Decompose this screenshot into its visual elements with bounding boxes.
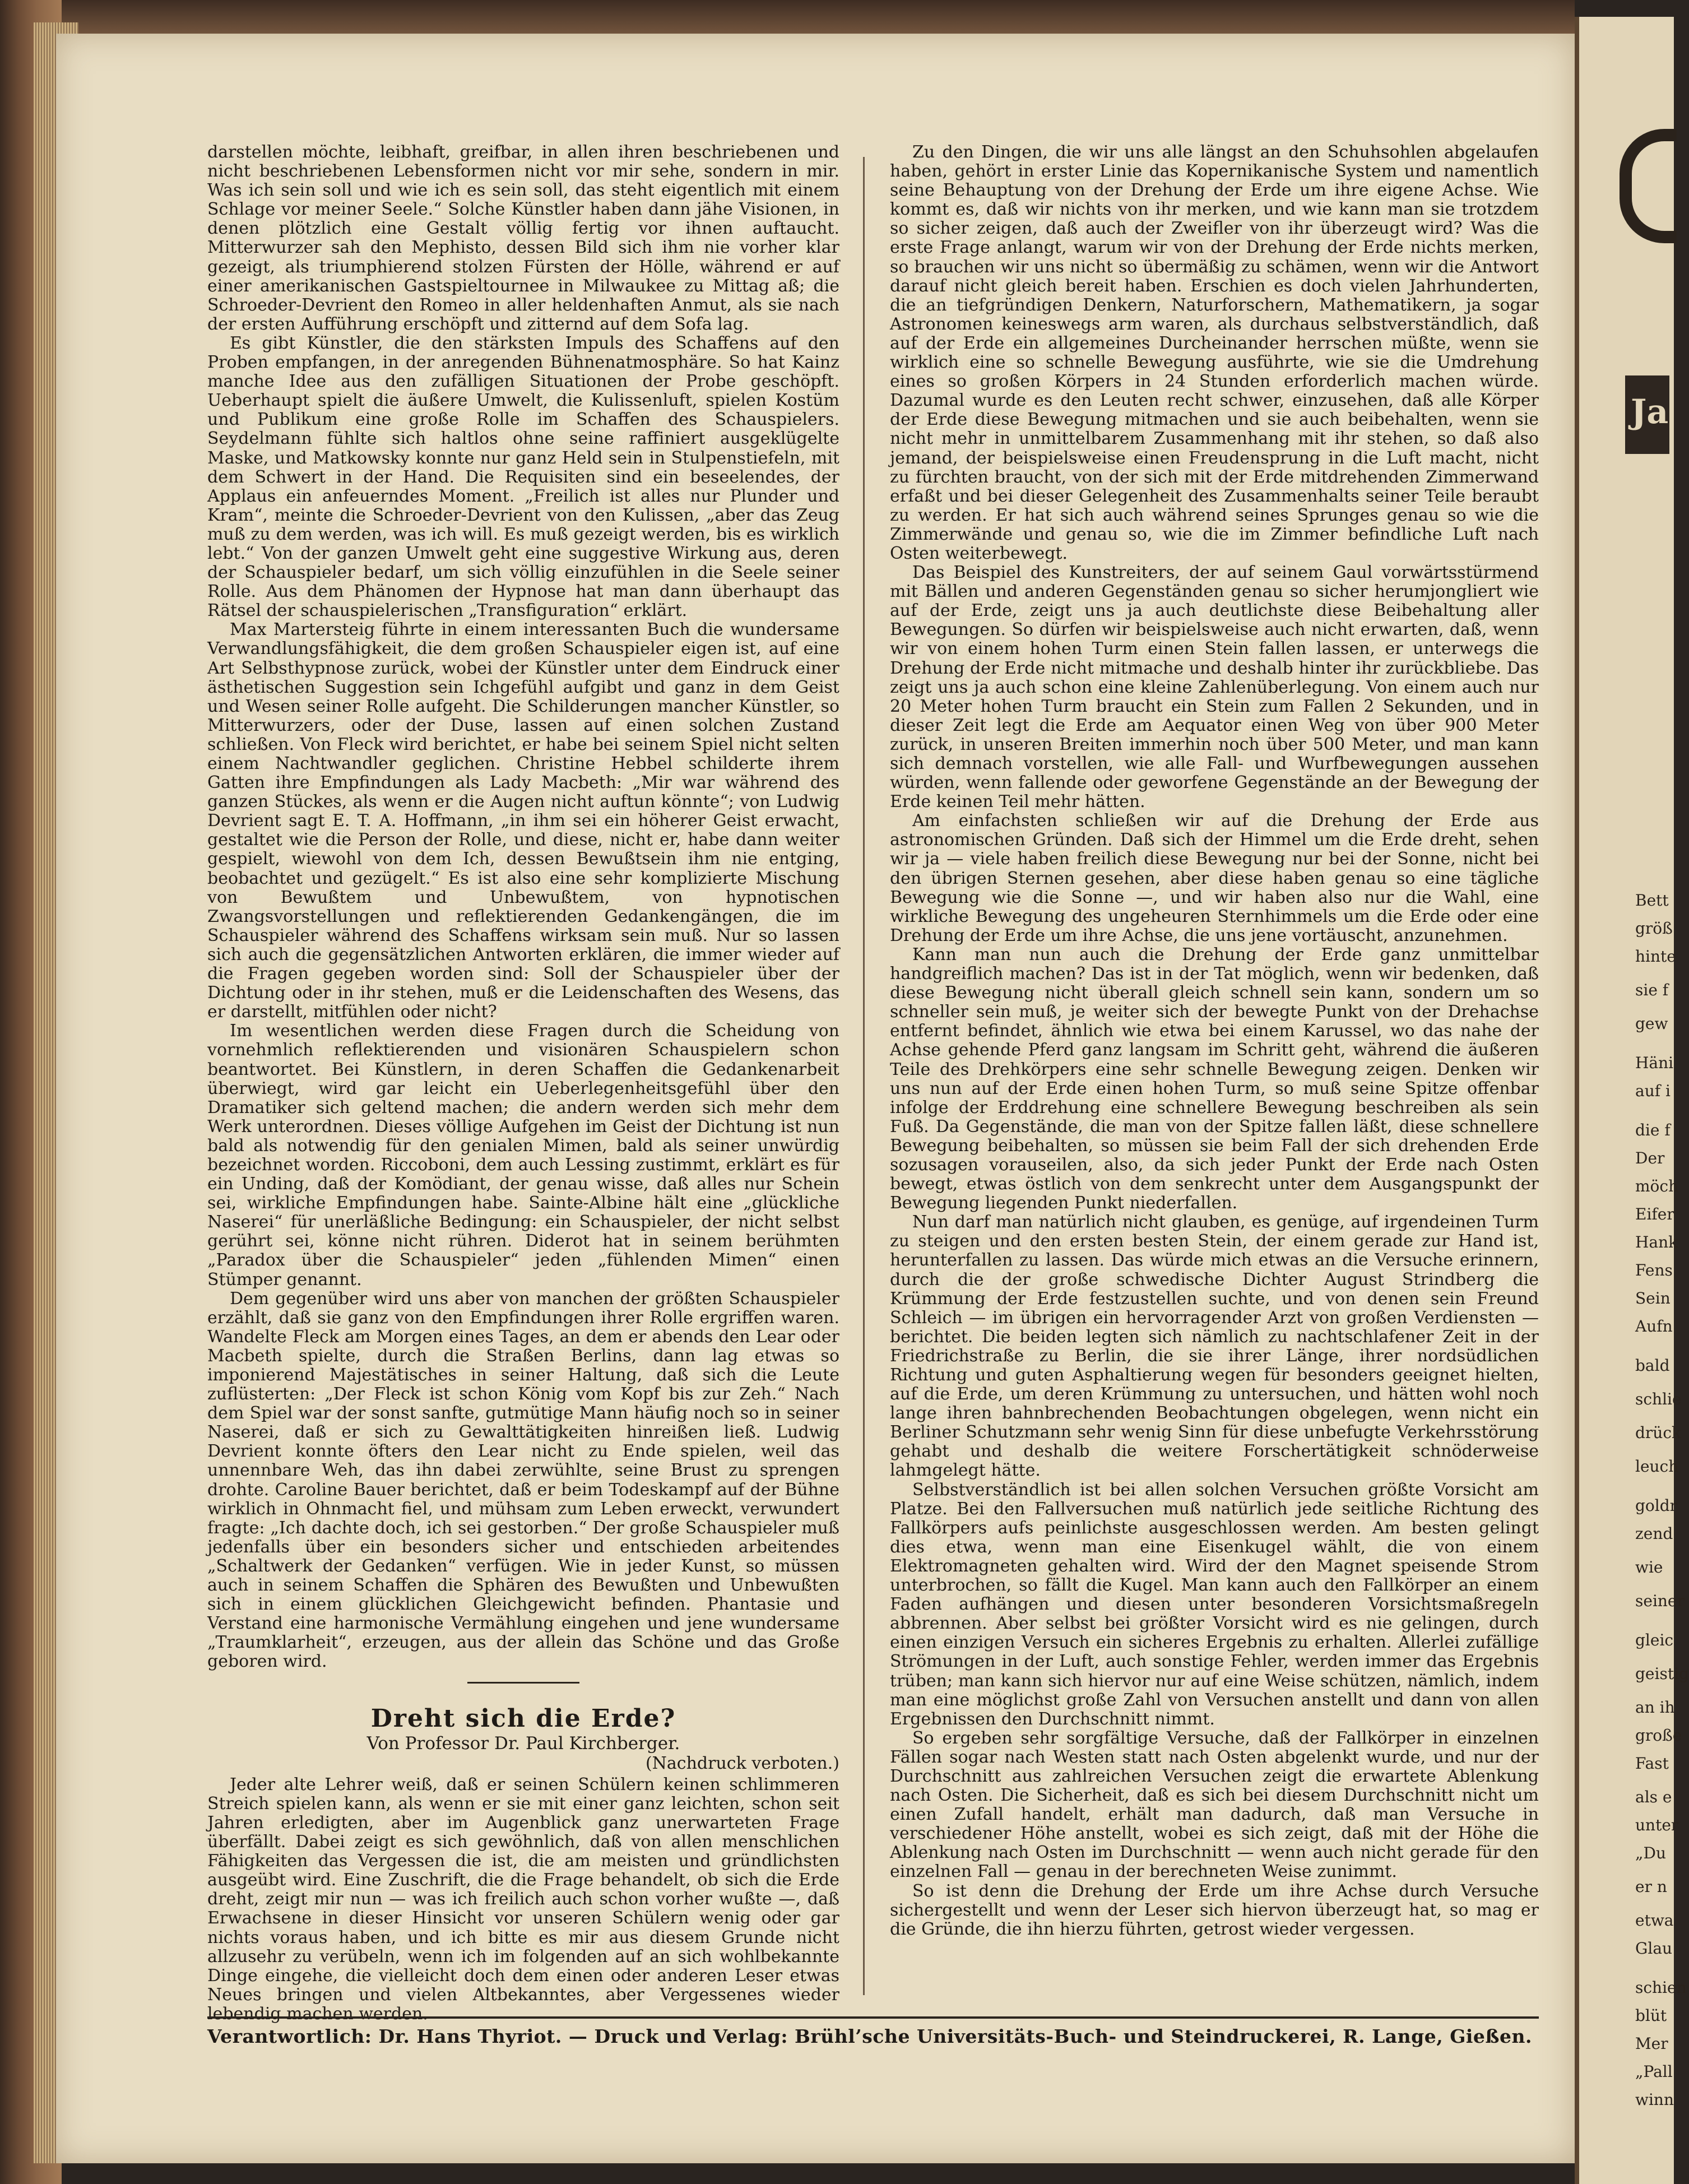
adjacent-page-fragment: auf i xyxy=(1635,1082,1671,1100)
adjacent-page-fragment: „Du xyxy=(1635,1844,1666,1862)
adjacent-page-fragment: als e xyxy=(1635,1788,1672,1806)
adjacent-page-fragment: etwa xyxy=(1635,1911,1674,1930)
article-title: Dreht sich die Erde? xyxy=(370,1704,676,1733)
paragraph: Selbstverständlich ist bei allen solchen Versuchen größte Vorsicht am Platze. Bei den Fallversuchen muß natürlich jede seitliche Richtung des Fallkörpers aufs peinlichste ausgeschlossen werden. Am besten gelingt dies etwa, wenn man eine Eisenkugel wählt, die von einem Elektromagneten gehalten wird. Wird der den Magnet speisende Strom unterbrochen, so fällt die Kugel. Man kann auch den Fallkörper an einem Faden aufhängen und diesen unter besonderen Vorsichtsmaßregeln abbrennen. Aber selbst bei größter Vorsicht wird es nie gelingen, durch einen einzigen Versuch ein sicheres Ergebnis zu erhalten. Allerlei zufällige Strömungen in der Luft, auch sonstige Fehler, werden immer das Ergebnis trüben; man kann sich hiervor nur auf eine Weise schützen, nämlich, indem man eine möglichst große Zahl von Versuchen anstellt und dann von allen Ergebnissen den Durchschnitt nimmt. xyxy=(890,1480,1539,1729)
adjacent-page-fragment: Sein xyxy=(1635,1289,1671,1307)
adjacent-page-fragment: Der xyxy=(1635,1149,1665,1167)
adjacent-page-fragment: Eifer xyxy=(1635,1205,1674,1223)
adjacent-page-fragment: an ih xyxy=(1635,1698,1675,1717)
paragraph: Nun darf man natürlich nicht glauben, es genüge, auf irgendeinen Turm zu steigen und den ersten besten Stein, der einem gerade zur Hand ist, herunterfallen zu lassen. Das würde mich etwas an die Versuche erinnern, durch die der große schwedische Dichter August Strindberg die Krümmung der Erde festzustellen suchte, und von denen sein Freund Schleich — im übrigen ein hervorragender Arzt von großen Verdiensten — berichtet. Die beiden legten sich nämlich zu nachtschlafener Zeit in der Friedrichstraße zu Berlin, die sie ihrer Länge, ihrer nordsüdlichen Richtung und guten Asphaltierung wegen für besonders geeignet hielten, auf die Erde, um deren Krümmung zu untersuchen, und hätten wohl noch lange ihren bahnbrechenden Beobachtungen obgelegen, wenn nicht ein Berliner Schutzmann sehr wenig Sinn für diese unbefugte Verkehrsstörung gehabt und deshalb die weitere Forschertätigkeit schnöderweise lahmgelegt hätte. xyxy=(890,1212,1539,1481)
paragraph: So ist denn die Drehung der Erde um ihre Achse durch Versuche sichergestellt und wenn der Leser sich hiervon überzeugt hat, so mag er die Gründe, die ihn hierzu führten, getrost wieder vergessen. xyxy=(890,1881,1539,1939)
adjacent-page-fragment: Häni xyxy=(1635,1054,1674,1072)
imprint-footer: Verantwortlich: Dr. Hans Thyriot. — Druck und Verlag: Brühl’sche Universitäts-Buch- und Steindruckerei, R. Lange, Gießen. xyxy=(207,2016,1539,2047)
adjacent-page-fragment: blüt xyxy=(1635,2006,1667,2025)
adjacent-page-fragment: Aufn xyxy=(1635,1317,1673,1336)
paragraph: Es gibt Künstler, die den stärksten Impuls des Schaffens auf den Proben empfangen, in der anregenden Bühnenatmosphäre. So hat Kainz manche Idee aus den zufälligen Situationen der Probe geschöpft. Ueberhaupt spielt die äußere Umwelt, die Kulissenluft, spielen Kostüm und Publikum eine große Rolle im Schaffen des Schauspielers. Seydelmann fühlte sich haltlos ohne seine raffiniert ausgeklügelte Maske, und Matkowsky konnte nur ganz Held sein in Stulpenstiefeln, mit dem Schwert in der Hand. Die Requisiten sind ein beseelendes, der Applaus ein anfeuerndes Moment. „Freilich ist alles nur Plunder und Kram“, meinte die Schroeder-Devrient von den Kulissen, „aber das Zeug muß zu dem werden, was ich will. Es muß gezeigt werden, bis es wirklich lebt.“ Von der ganzen Umwelt geht eine suggestive Wirkung aus, deren der Schauspieler bedarf, um sich völlig einzufühlen in die Seele seiner Rolle. Aus dem Phänomen der Hypnose hat man dann überhaupt das Rätsel der schauspielerischen „Transfiguration“ erklärt. xyxy=(207,333,839,621)
paragraph: Das Beispiel des Kunstreiters, der auf seinem Gaul vorwärtsstürmend mit Bällen und anderen Gegenständen genau so sicher herumjongliert wie auf der Erde, zeigt uns ja auch deutlichste diese Beibehaltung aller Bewegungen. So dürfen wir beispielsweise auch nicht erwarten, daß, wenn wir von einem hohen Turm einen Stein fallen lassen, er unterwegs die Drehung der Erde nicht mitmache und deshalb hinter ihr zurückbliebe. Das zeigt uns ja auch schon eine kleine Zahlenüberlegung. Von einem auch nur 20 Meter hohen Turm braucht ein Stein zum Fallen 2 Sekunden, und in dieser Zeit legt die Erde am Aequator einen Weg von über 900 Meter zurück, in unseren Breiten immerhin noch über 500 Meter, und man kann sich demnach vorstellen, wie alle Fall- und Wurfbewegungen aussehen würden, wenn fallende oder geworfene Gegenstände an der Bewegung der Erde keinen Teil mehr hätten. xyxy=(890,563,1539,812)
adjacent-page-fragment: leuch xyxy=(1635,1457,1679,1476)
adjacent-page-fragment: unter xyxy=(1635,1816,1679,1834)
paragraph: Im wesentlichen werden diese Fragen durch die Scheidung von vornehmlich reflektierenden und visionären Schauspielern schon beantwortet. Bei Künstlern, in deren Schaffen die Gedankenarbeit überwiegt, wird gar leicht ein Ueberlegenheitsgefühl über den Dramatiker sich geltend machen; die andern werden sich mehr dem Werk unterordnen. Dieses völlige Aufgehen im Geist der Dichtung ist nun bald als notwendig für den genialen Mimen, bald als seiner unwürdig bezeichnet worden. Riccoboni, dem auch Lessing zustimmt, erklärt es für ein Unding, daß der Komödiant, der genau wisse, daß alles nur Schein sei, wirkliche Empfindungen habe. Sainte-Albine hält eine „glückliche Naserei“ für unerläßliche Bedingung: ein Schauspieler, der nicht selbst gerührt sei, könne nicht rühren. Diderot hat in seinem berühmten „Paradox über die Schauspieler“ jeden „fühlenden Mimen“ einen Stümper genannt. xyxy=(207,1021,839,1290)
column-rule xyxy=(863,157,865,1995)
adjacent-page-fragment: goldr xyxy=(1635,1496,1678,1515)
adjacent-page-fragment: Mer xyxy=(1635,2034,1668,2053)
adjacent-page-fragment: die f xyxy=(1635,1121,1671,1139)
adjacent-page-fragment: schien xyxy=(1635,1978,1687,1997)
adjacent-page-fragment: er n xyxy=(1635,1877,1667,1896)
article-author: Von Professor Dr. Paul Kirchberger. xyxy=(366,1733,680,1754)
section-divider xyxy=(467,1682,579,1684)
right-column xyxy=(890,143,1539,1939)
paragraph: darstellen möchte, leibhaft, greifbar, in allen ihren beschriebenen und nicht beschriebenen Lebensformen nicht vor mir sehe, sondern in mir. Was ich sein soll und wie ich es sein soll, das steht eigentlich mit einem Schlage vor meiner Seele.“ Solche Künstler haben dann jähe Visionen, in denen plötzlich eine Gestalt völlig fertig vor ihnen auftaucht. Mitterwurzer sah den Mephisto, dessen Bild sich ihm nie vorher klar gezeigt, als triumphierend stolzen Fürsten der Hölle, während er auf einer amerikanischen Gastspieltournee in Milwaukee zu Mittag aß; die Schroeder-Devrient den Romeo in aller heldenhaften Anmut, als sie nach der ersten Aufführung erschöpft und zitternd auf dem Sofa lag. xyxy=(207,142,839,334)
adjacent-page-fragment: sie f xyxy=(1635,981,1669,999)
adjacent-page-fragment: drück xyxy=(1635,1423,1681,1442)
reprint-note: (Nachdruck verboten.) xyxy=(645,1753,839,1773)
adjacent-page-fragment: zend xyxy=(1635,1524,1673,1543)
adjacent-page-fragment: größ xyxy=(1635,919,1673,938)
adjacent-page-fragment: schlie xyxy=(1635,1390,1682,1408)
adjacent-page-fragment: wie xyxy=(1635,1558,1663,1576)
adjacent-page-fragment: gew xyxy=(1635,1014,1668,1033)
adjacent-page-fragment: Fast xyxy=(1635,1754,1669,1773)
paragraph: Max Martersteig führte in einem interessanten Buch die wundersame Verwandlungsfähigkeit, die dem großen Schauspieler eigen ist, auf eine Art Selbsthypnose zurück, wobei der Künstler unter dem Eindruck einer ästhetischen Suggestion sein Ichgefühl aufgibt und ganz in dem Geist und Wesen seiner Rolle aufgeht. Die Schilderungen mancher Künstler, so Mitterwurzers, oder der Duse, lassen auf einen solchen Zustand schließen. Von Fleck wird berichtet, er habe bei seinem Spiel nicht selten einem Nachtwandler geglichen. Christine Hebbel schilderte ihrem Gatten ihre Empfindungen als Lady Macbeth: „Mir war während des ganzen Stückes, als wenn er die Augen nicht auftun könnte“; von Ludwig Devrient sagt E. T. A. Hoffmann, „in ihm sei ein höherer Geist erwacht, gestaltet wie die Person der Rolle, und diese, nicht er, habe dann weiter gespielt, wiewohl von dem Ich, dessen Bewußtsein ihm nie entging, beobachtet und gezügelt.“ Es ist also eine sehr komplizierte Mischung von Bewußtem und Unbewußtem, von hypnotischen Zwangsvorstellungen und reflektierenden Gedankengängen, die im Schauspieler während des Schaffens wirksam sein muß. Nur so lassen sich auch die gegensätzlichen Antworten erklären, die immer wieder auf die Fragen gegeben worden sind: Soll der Schauspieler über der Dichtung oder in ihr stehen, muß er die Leidenschaften des Wesens, das er darstellt, mitfühlen oder nicht? xyxy=(207,620,839,1022)
paragraph: Zu den Dingen, die wir uns alle längst an den Schuhsohlen abgelaufen haben, gehört in erster Linie das Kopernikanische System und namentlich seine Behauptung von der Drehung der Erde um ihre eigene Achse. Wie kommt es, daß wir nichts von ihr merken, und wie kann man sie trotzdem so sicher zeigen, daß auch der Zweifler von ihr überzeugt wird? Was die erste Frage anlangt, warum wir von der Drehung der Erde nichts merken, so brauchen wir uns nicht so übermäßig zu schämen, wenn wir die Antwort darauf nicht gleich bereit haben. Erschien es doch vielen Jahrhunderten, die an tiefgründigen Denkern, Naturforschern, Mathematikern, ja sogar Astronomen keineswegs arm waren, als durchaus selbstverständlich, daß auf der Erde ein allgemeines Durcheinander herrschen müßte, wenn sie wirklich eine so schnelle Bewegung ausführte, wie sie die Umdrehung eines so großen Körpers in 24 Stunden erforderlich machen würde. Dazumal wurde es den Leuten recht schwer, einzusehen, daß alle Körper der Erde diese Bewegung mitmachen und sie auch beibehalten, wenn sie nicht mehr in unmittelbarem Zusammenhang mit ihr stehen, so daß also jemand, der beispielsweise einen Freudensprung in die Luft macht, nicht zu fürchten braucht, von der sich mit der Erde mitdrehenden Zimmerwand erfaßt und bei dieser Gelegenheit des Zusammenhalts seiner Teile beraubt zu werden. Er hat sich auch während seines Sprunges genau so wie die Zimmerwände und genau so, wie die im Zimmer befindliche Luft nach Osten weiterbewegt. xyxy=(890,142,1539,563)
left-column xyxy=(207,143,839,2024)
adjacent-page-fragment: Hank xyxy=(1635,1233,1678,1251)
paragraph: Am einfachsten schließen wir auf die Drehung der Erde aus astronomischen Gründen. Daß sich der Himmel um die Erde dreht, sehen wir ja — viele haben freilich diese Bewegung nur bei der Sonne, nicht bei den übrigen Sternen gesehen, aber diese haben genau so eine tägliche Bewegung wie die Sonne —, und wir haben also nur die Wahl, eine wirkliche Bewegung des ungeheuren Sternhimmels um die Erde oder eine Drehung der Erde um ihre Achse, die uns jene vortäuscht, anzunehmen. xyxy=(890,811,1539,945)
adjacent-page-fragment: bald xyxy=(1635,1356,1670,1375)
adjacent-page-fragment: geistig xyxy=(1635,1664,1689,1683)
adjacent-page-fragment: „Pall xyxy=(1635,2062,1673,2081)
adjacent-page-fragment: hinte xyxy=(1635,947,1676,966)
paragraph: Dem gegenüber wird uns aber von manchen der größten Schauspieler erzählt, daß sie ganz von den Empfindungen ihrer Rolle ergriffen waren. Wandelte Fleck am Morgen eines Tages, an dem er abends den Lear oder Macbeth spielte, durch die Straßen Berlins, dann lag etwas so imponierend Majestätisches in seiner Haltung, daß sich die Leute zuflüsterten: „Der Fleck ist schon König vom Kopf bis zur Zeh.“ Nach dem Spiel war der sonst sanfte, gutmütige Mann häufig noch so in seiner Naserei, daß er sich zu Gewalttätigkeiten hinreißen ließ. Ludwig Devrient konnte öfters den Lear nicht zu Ende spielen, weil das unnennbare Weh, das ihn dabei zerwühlte, seine Brust zu sprengen drohte. Caroline Bauer berichtet, daß er beim Todeskampf auf der Bühne wirklich in Ohnmacht fiel, und mühsam zum Leben erweckt, verwundert fragte: „Ich dachte doch, ich sei gestorben.“ Der große Schauspieler muß jedenfalls über ein besonders sicher und entschieden arbeitendes „Schaltwerk der Gedanken“ verfügen. Wie in jeder Kunst, so müssen auch in seinem Schaffen die Sphären des Bewußten und Unbewußten sich in einem glücklichen Gleichgewicht befinden. Phantasie und Verstand eine harmonische Vermählung eingehen und jene wundersame „Traumklarheit“, erzeugen, aus der allein das Schöne und das Große geboren wird. xyxy=(207,1288,839,1672)
adjacent-page-fragment: große xyxy=(1635,1726,1682,1745)
adjacent-page-fragment: winn xyxy=(1635,2090,1674,2109)
adjacent-page-fragment: Bett xyxy=(1635,891,1669,910)
paragraph: Kann man nun auch die Drehung der Erde ganz unmittelbar handgreiflich machen? Das ist in der Tat möglich, wenn wir bedenken, daß diese Bewegung nicht überall gleich schnell sein kann, sondern um so schneller sein muß, je weiter sich der bewegte Punkt von der Drehachse entfernt befindet, ähnlich wie etwa bei einem Karussel, wo das nahe der Achse gehende Pferd ganz langsam im Schritt geht, während die äußeren Teile des Drehkörpers eine sehr schnelle Bewegung zeigen. Denken wir uns nun auf der Erde einen hohen Turm, so muß seine Spitze offenbar infolge der Erddrehung eine schnellere Bewegung beschreiben als sein Fuß. Da Gegenstände, die man von der Spitze fallen läßt, diese schnellere Bewegung beibehalten, so müssen sie beim Fall der sich drehenden Erde sozusagen vorauseilen, also, da sich jeder Punkt der Erde nach Osten bewegt, etwas östlich von dem senkrecht unter dem Ausgangspunkt der Bewegung liegenden Punkt niederfallen. xyxy=(890,944,1539,1213)
paragraph: Jeder alte Lehrer weiß, daß er seinen Schülern keinen schlimmeren Streich spielen kann, als wenn er sie mit einer ganz leichten, schon seit Jahren erledigten, aber im Augenblick ganz unerwarteten Frage überfällt. Dabei zeigt es sich gewöhnlich, daß von allen menschlichen Fähigkeiten das Vergessen die ist, die am meisten und gründlichsten ausgeübt wird. Eine Zuschrift, die die Frage behandelt, ob sich die Erde dreht, zeigt mir nun — was ich freilich auch schon vorher wußte —, daß Erwachsene in dieser Hinsicht vor unseren Schülern wenig oder gar nichts voraus haben, und ich bitte es mir aus diesem Grunde nicht allzusehr zu verübeln, wenn ich im folgenden auf an sich wohlbekannte Dinge eingehe, die vielleicht doch dem einen oder anderen Leser etwas Neues bringen und vielen Altbekanntes, aber Vergessenes wieder lebendig machen werden. xyxy=(207,1774,839,2024)
adjacent-page-header-text: Ja xyxy=(1631,392,1669,432)
adjacent-page-fragment: seiner xyxy=(1635,1592,1685,1610)
adjacent-page-fragment: Fens xyxy=(1635,1261,1673,1279)
adjacent-page-fragment: Glau xyxy=(1635,1939,1673,1958)
adjacent-page-fragment: gleic xyxy=(1635,1631,1674,1649)
adjacent-page-fragment: möch xyxy=(1635,1177,1679,1195)
paragraph: So ergeben sehr sorgfältige Versuche, daß der Fallkörper in einzelnen Fällen sogar nach Westen statt nach Osten abgelenkt wurde, und nur der Durchschnitt aus zahlreichen Versuchen zeigt die erwartete Ablenkung nach Osten. Die Sicherheit, daß es sich bei diesem Durchschnitt nicht um einen Zufall handelt, erhält man dadurch, daß man Versuche in verschiedener Höhe anstellt, wobei es sich zeigt, daß mit der Höhe die Ablenkung nach Osten im Durchschnitt — wenn auch nicht gerade für den einzelnen Fall — genau in der berechneten Weise zunimmt. xyxy=(890,1728,1539,1882)
